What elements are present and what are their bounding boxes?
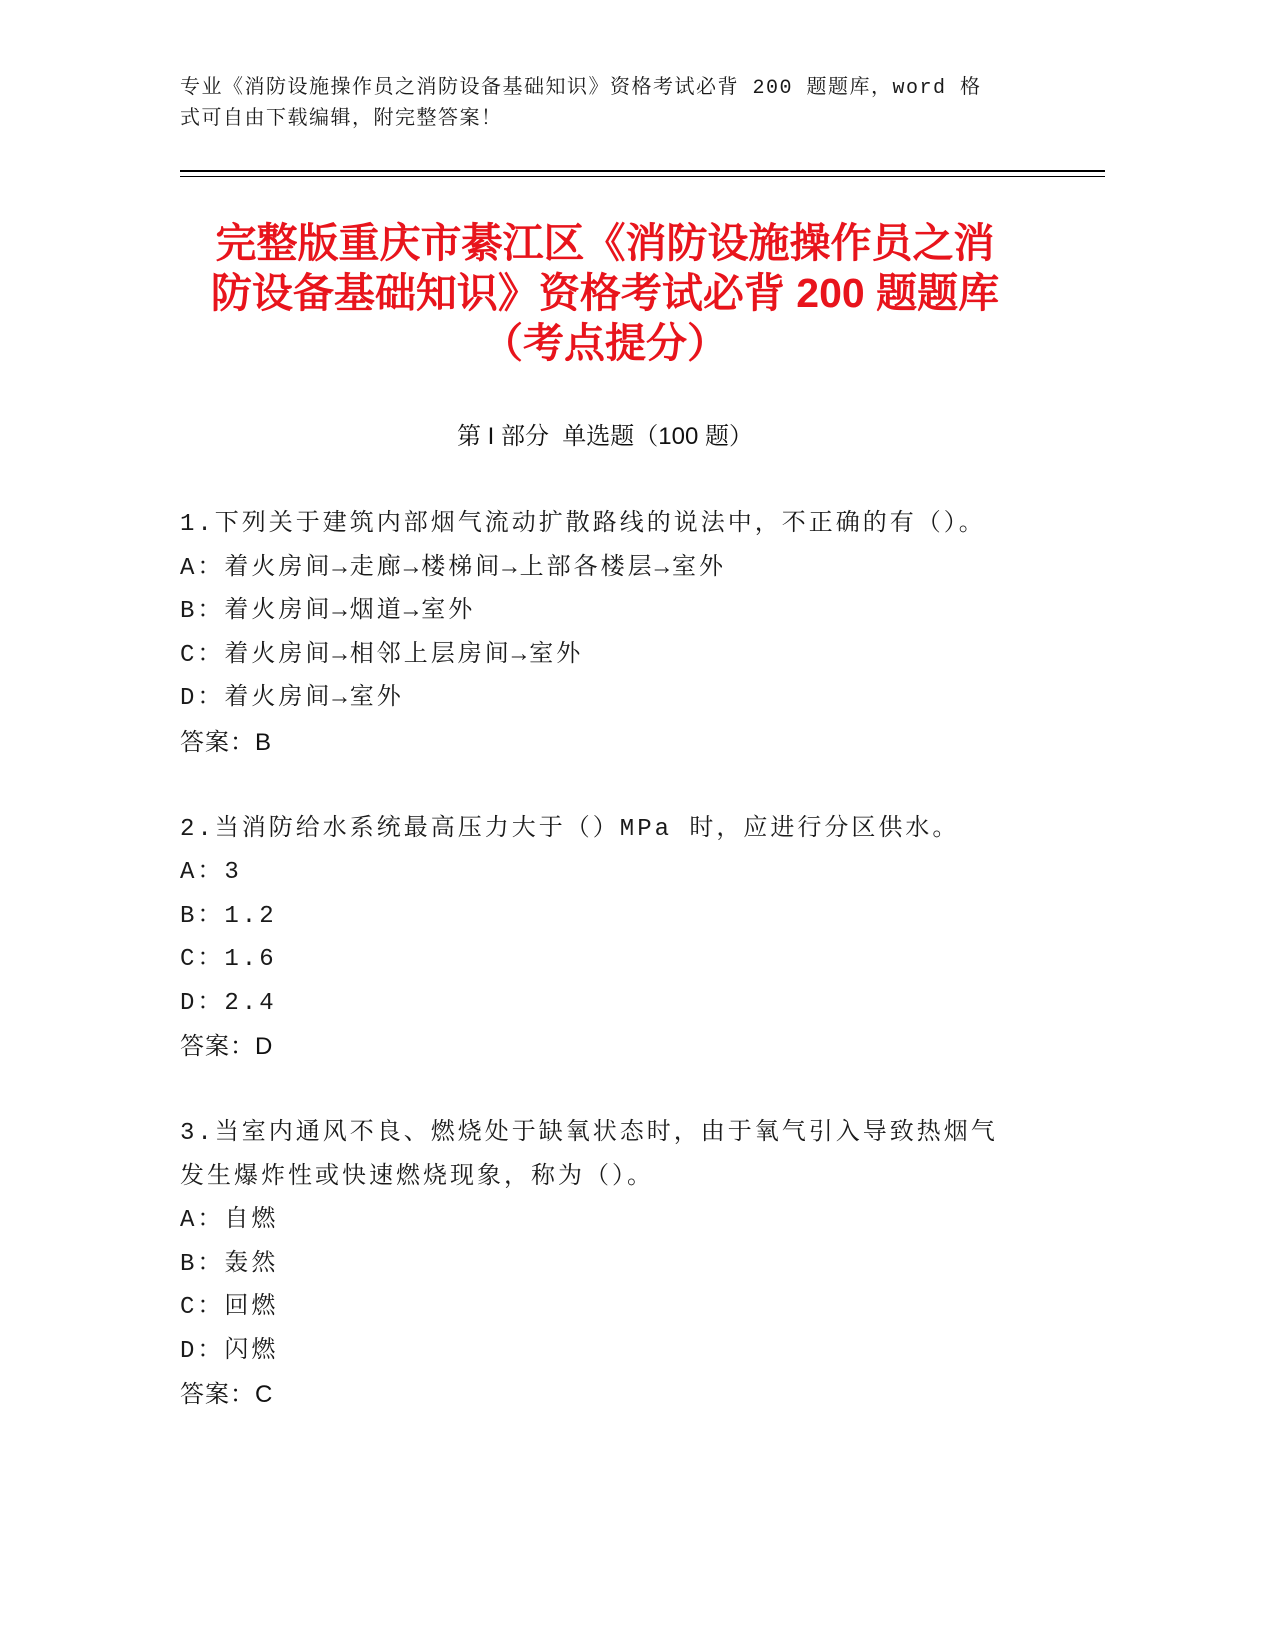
question-3: [180, 1112, 1080, 1417]
header-divider-thin: [180, 176, 1105, 177]
option-b: B：着火房间→烟道→室外: [180, 598, 476, 625]
header-divider-thick: [180, 170, 1105, 172]
question-stem: 2.当消防给水系统最高压力大于（）MPa 时，应进行分区供水。: [180, 815, 960, 843]
option-c: C：1.6: [180, 946, 277, 973]
option-a: A：3: [180, 859, 242, 886]
option-c: C：着火房间→相邻上层房间→室外: [180, 641, 584, 669]
header-line-1: 专业《消防设施操作员之消防设备基础知识》资格考试必背 200 题题库，word 格: [180, 77, 982, 100]
question-stem-continued: 发生爆炸性或快速燃烧现象，称为（）。: [180, 1163, 654, 1191]
answer-label: 答案：C: [180, 1381, 274, 1408]
title-line-1: 完整版重庆市綦江区《消防设施操作员之消: [215, 220, 995, 266]
question-1: [180, 503, 1080, 764]
answer-label: 答案：B: [180, 728, 273, 756]
option-d: D：闪燃: [180, 1337, 279, 1365]
header-line-2: 式可自由下载编辑，附完整答案！: [180, 108, 503, 131]
answer-label: 答案：D: [180, 1033, 274, 1060]
option-d: D：着火房间→室外: [180, 685, 404, 712]
option-c: C：回燃: [180, 1294, 279, 1321]
question-list: [180, 503, 1080, 1460]
option-a: A：自燃: [180, 1207, 279, 1234]
title-line-3: （考点提分）: [482, 320, 728, 366]
question-2: [180, 808, 1080, 1069]
option-d: D：2.4: [180, 989, 277, 1017]
document-title: [170, 218, 1040, 368]
question-stem: 1.下列关于建筑内部烟气流动扩散路线的说法中，不正确的有（）。: [180, 511, 986, 538]
title-line-2: 防设备基础知识》资格考试必背 200 题题库: [210, 270, 1000, 316]
document-header-note: [180, 73, 982, 135]
option-b: B：轰然: [180, 1250, 279, 1278]
option-b: B：1.2: [180, 902, 277, 930]
section-heading: 第 I 部分 单选题（100 题）: [456, 423, 754, 450]
question-stem: 3.当室内通风不良、燃烧处于缺氧状态时，由于氧气引入导致热烟气: [180, 1120, 998, 1147]
option-a: A：着火房间→走廊→楼梯间→上部各楼层→室外: [180, 554, 727, 582]
